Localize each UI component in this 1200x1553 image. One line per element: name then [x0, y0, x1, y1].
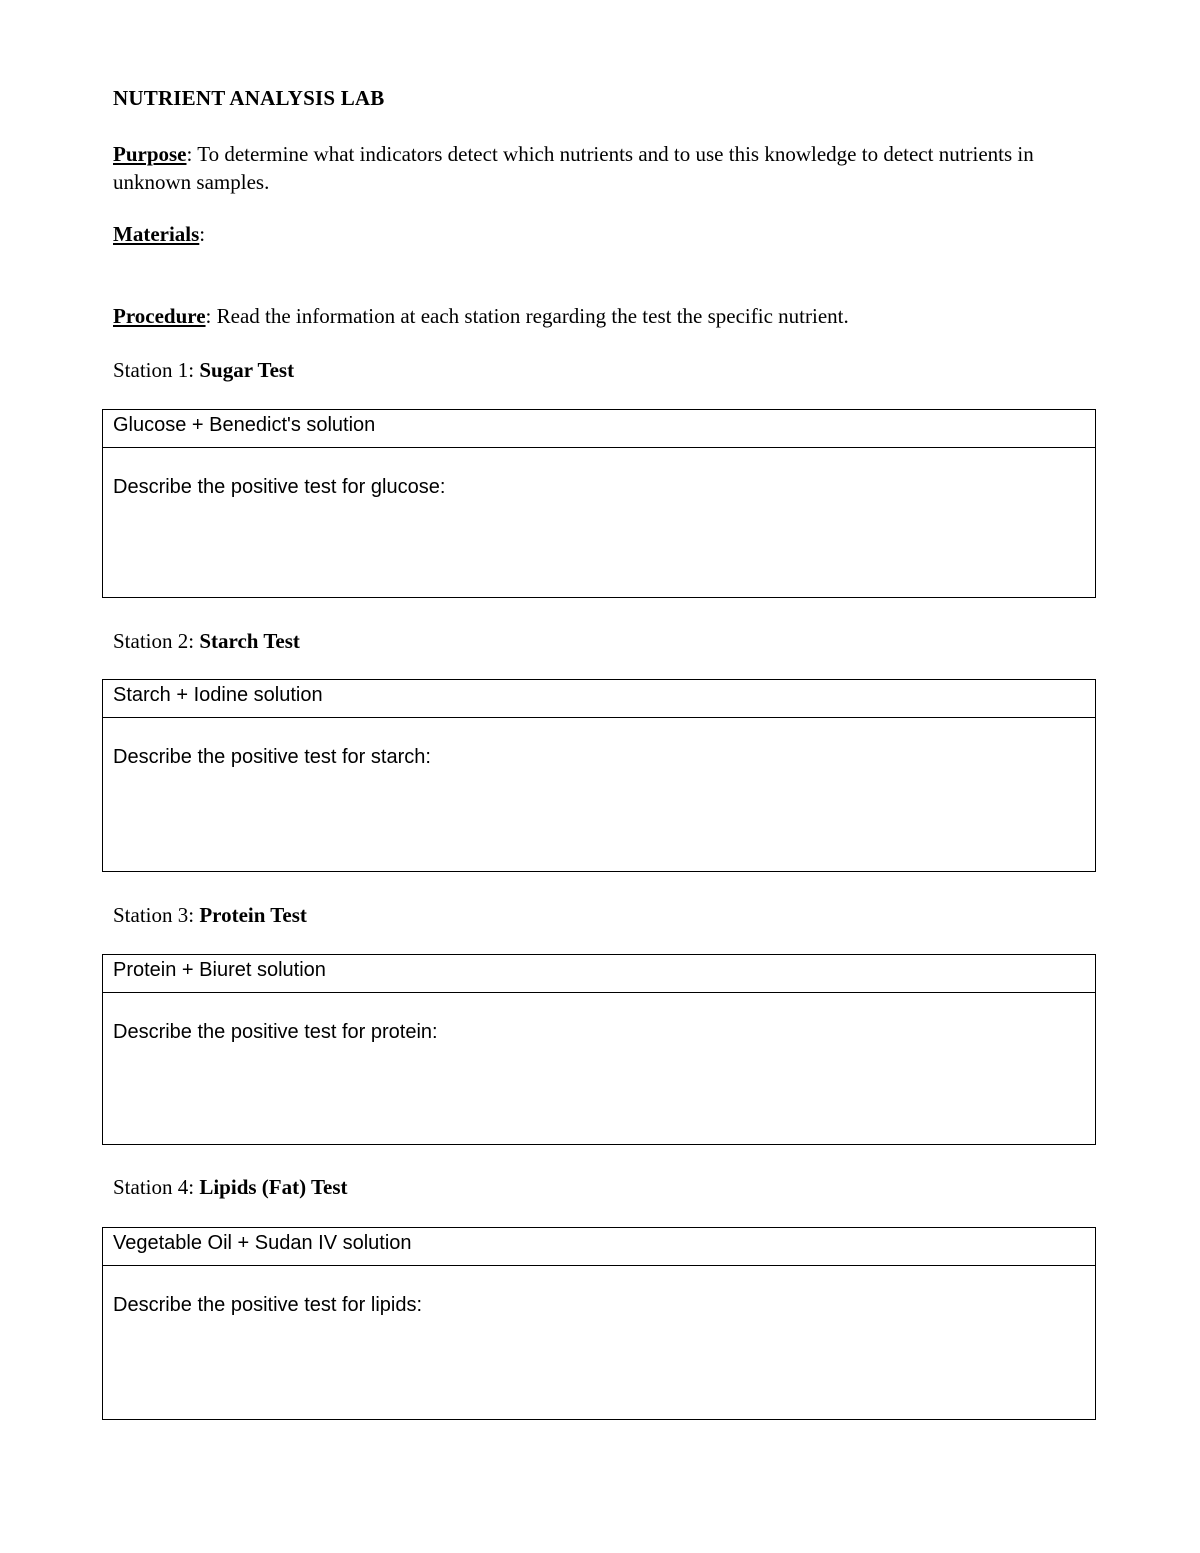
station-1-prefix: Station 1:: [113, 358, 200, 382]
purpose-text: : To determine what indicators detect which nutrients and to use this knowledge to detect nutrients in unknown samples.: [113, 142, 1034, 194]
station-4-prefix: Station 4:: [113, 1175, 200, 1199]
purpose-heading: Purpose: [113, 142, 187, 166]
materials-heading: Materials: [113, 222, 200, 246]
station-2-prompt: Describe the positive test for starch:: [113, 746, 431, 768]
station-1-box: [102, 409, 1096, 598]
station-2-reaction: Starch + Iodine solution: [103, 680, 1095, 718]
station-1-reaction: Glucose + Benedict's solution: [103, 410, 1095, 448]
station-3-title: [113, 901, 307, 929]
station-1-title: [113, 356, 294, 384]
station-3-prefix: Station 3:: [113, 903, 200, 927]
station-3-reaction: Protein + Biuret solution: [103, 955, 1095, 993]
station-3-box: [102, 954, 1096, 1145]
station-3-name: Protein Test: [199, 903, 307, 927]
station-4-name: Lipids (Fat) Test: [199, 1175, 348, 1199]
procedure-heading: Procedure: [113, 304, 206, 328]
station-3-prompt: Describe the positive test for protein:: [113, 1021, 438, 1043]
station-2-prefix: Station 2:: [113, 629, 200, 653]
station-1-prompt: Describe the positive test for glucose:: [113, 476, 446, 498]
document-title: NUTRIENT ANALYSIS LAB: [113, 86, 385, 110]
station-2-name: Starch Test: [199, 629, 300, 653]
materials-paragraph: [113, 220, 205, 248]
station-4-box: [102, 1227, 1096, 1420]
station-1-name: Sugar Test: [199, 358, 295, 382]
station-4-prompt: Describe the positive test for lipids:: [113, 1294, 423, 1316]
station-2-title: [113, 627, 300, 655]
procedure-text: : Read the information at each station regarding the test the specific nutrient.: [205, 304, 849, 328]
purpose-paragraph: [113, 140, 1073, 196]
station-4-title: [113, 1173, 348, 1201]
materials-text: :: [199, 222, 206, 246]
procedure-paragraph: [113, 302, 849, 330]
station-4-reaction: Vegetable Oil + Sudan IV solution: [103, 1228, 1095, 1266]
station-2-box: [102, 679, 1096, 872]
